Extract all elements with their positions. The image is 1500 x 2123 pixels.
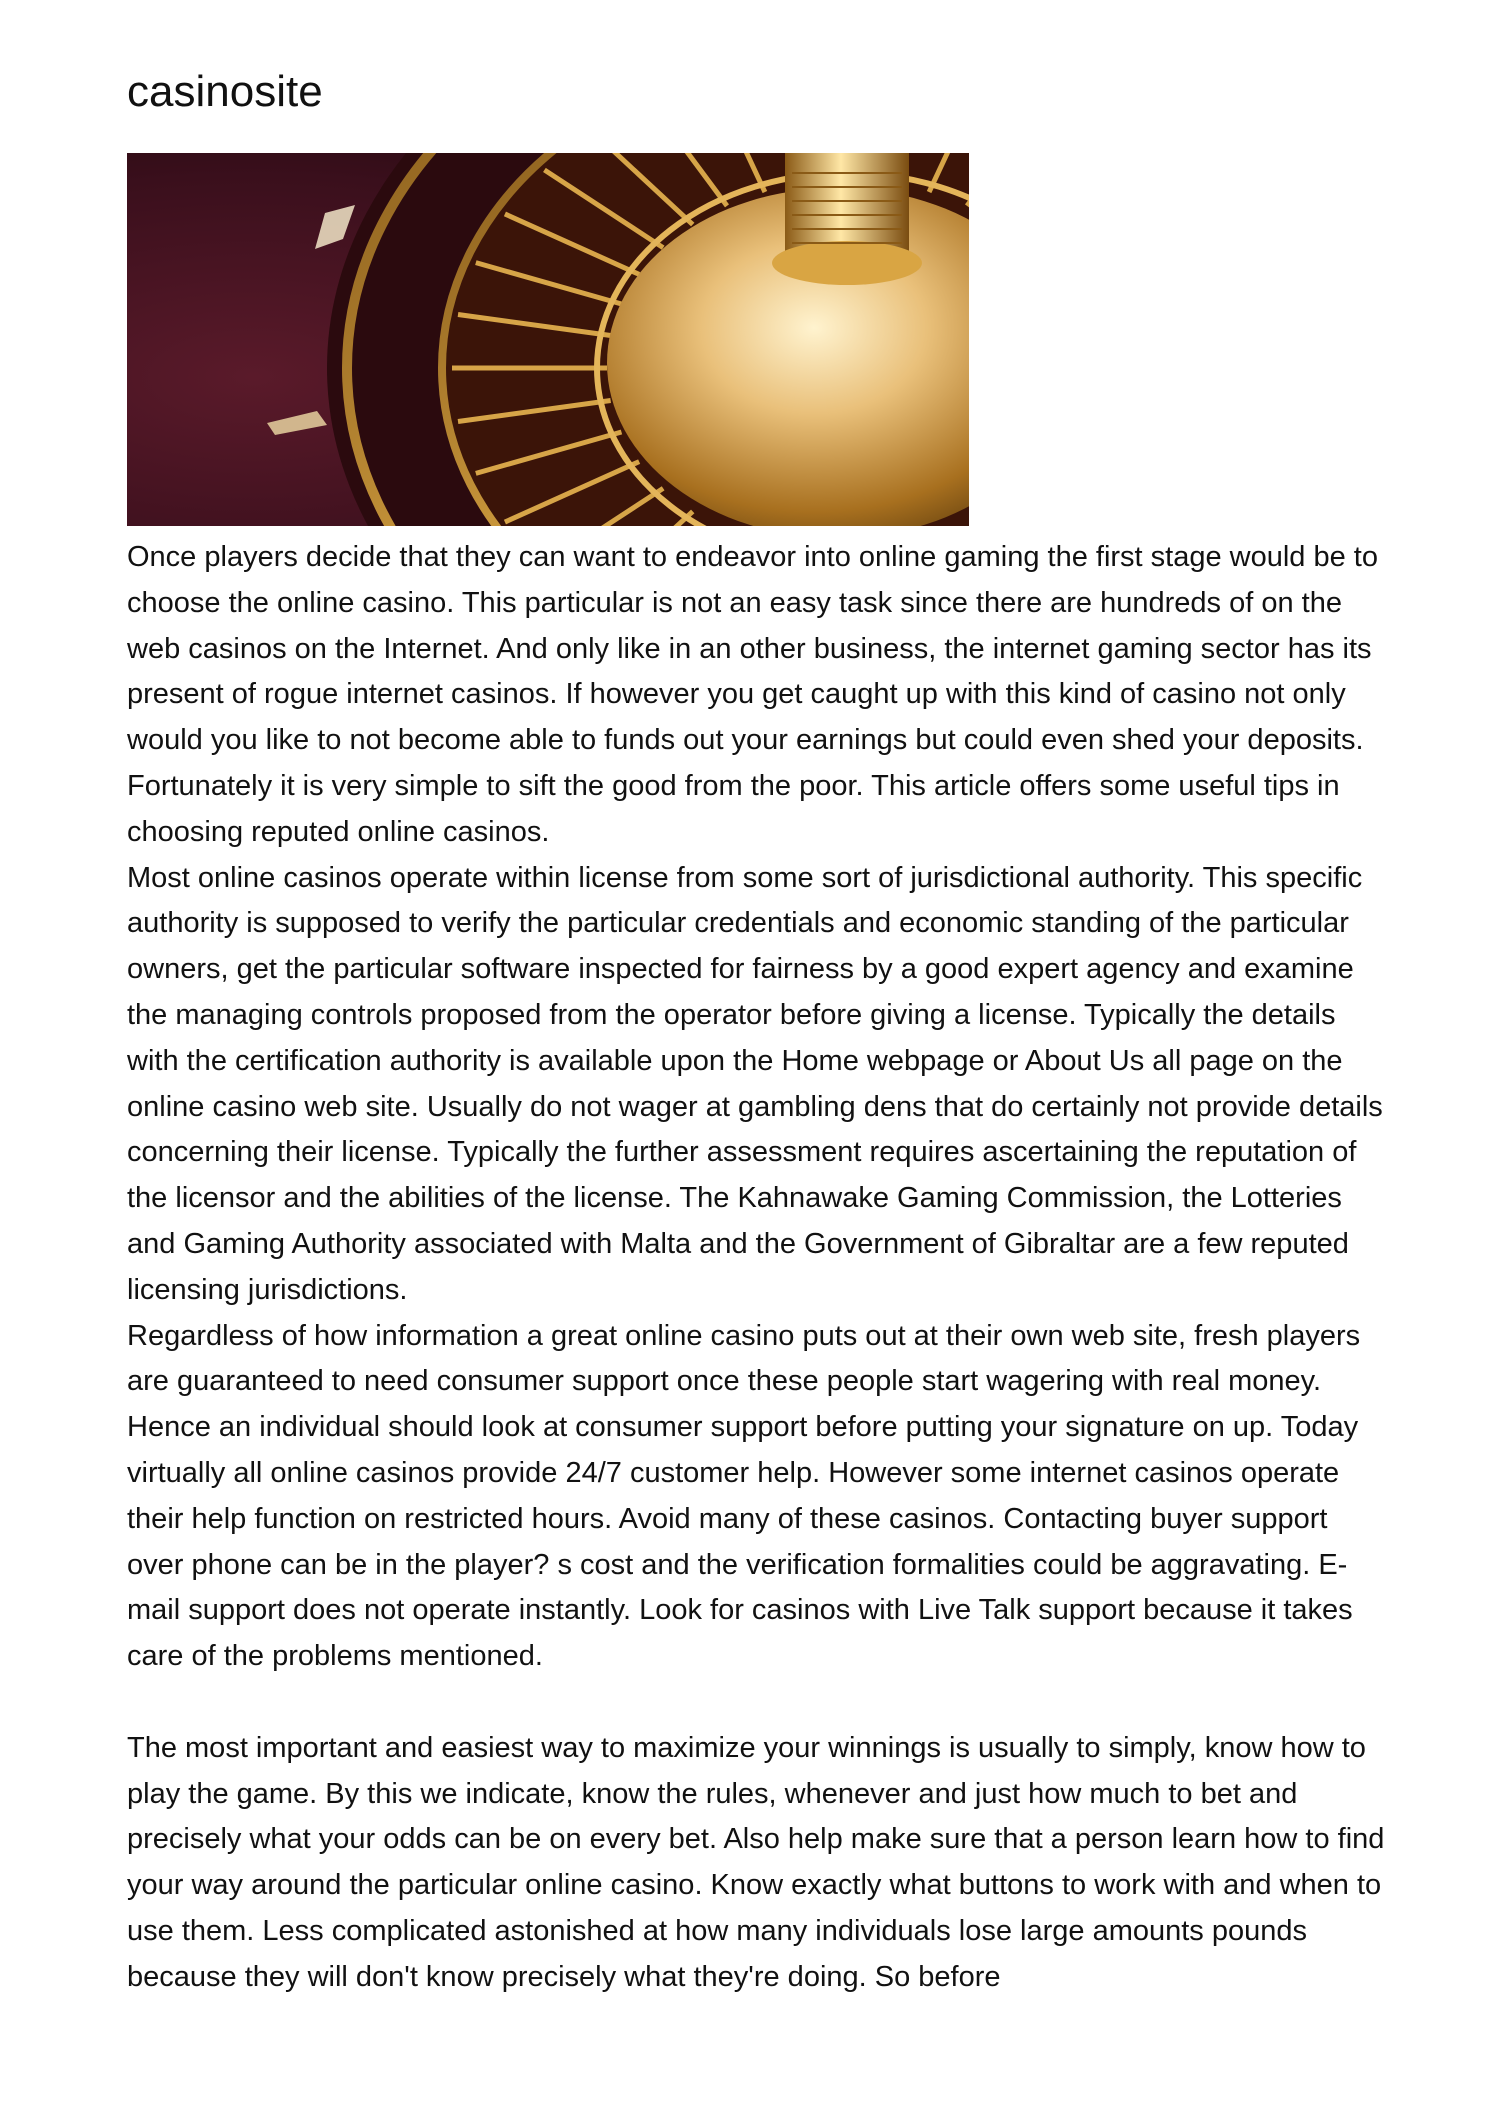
paragraph: Most online casinos operate within license from some sort of jurisdictional authority. This specific authority is supposed to verify the particular credentials and economic standing of the particular owners, get the particular software inspected for fairness by a good expert agency and examine the managing controls proposed from the operator before giving a license. Typically the details with the certification authority is available upon the Home webpage or About Us all page on the online casino web site. Usually do not wager at gambling dens that do certainly not provide details concerning their license. Typically the further assessment requires ascertaining the reputation of the licensor and the abilities of the license. The Kahnawake Gaming Commission, the Lotteries and Gaming Authority associated with Malta and the Government of Gibraltar are a few reputed licensing jurisdictions.	[127, 861, 1383, 1306]
paragraph: Once players decide that they can want to endeavor into online gaming the first stage would be to choose the online casino. This particular is not an easy task since there are hundreds of on the web casinos on the Internet. And only like in an other business, the internet gaming sector has its present of rogue internet casinos. If however you get caught up with this kind of casino not only would you like to not become able to funds out your earnings but could even shed your deposits. Fortunately it is very simple to sift the good from the poor. This article offers some useful tips in choosing reputed online casinos.	[127, 541, 1378, 848]
paragraph: Regardless of how information a great online casino puts out at their own web site, fresh players are guaranteed to need consumer support once these people start wagering with real money. Hence an individual should look at consumer support before putting your signature on up. Today virtually all online casinos provide 24/7 customer help. However some internet casinos operate their help function on restricted hours. Avoid many of these casinos. Contacting buyer support over phone can be in the player? s cost and the verification formalities could be aggravating. E-mail support does not operate instantly. Look for casinos with Live Talk support because it takes care of the problems mentioned.	[127, 1319, 1361, 1673]
roulette-wheel	[327, 153, 969, 526]
wheel-turret-base	[772, 241, 922, 285]
article-body	[127, 535, 1389, 2001]
paragraph: The most important and easiest way to maximize your winnings is usually to simply, know how to play the game. By this we indicate, know the rules, whenever and just how much to bet and precisely what your odds can be on every bet. Also help make sure that a person learn how to find your way around the particular online casino. Know exactly what buttons to work with and when to use them. Less complicated astonished at how many individuals lose large amounts pounds because they will don't know precisely what they're doing. So before	[127, 1731, 1385, 1993]
page-title: casinosite	[127, 67, 323, 116]
roulette-wheel-image	[127, 153, 969, 526]
